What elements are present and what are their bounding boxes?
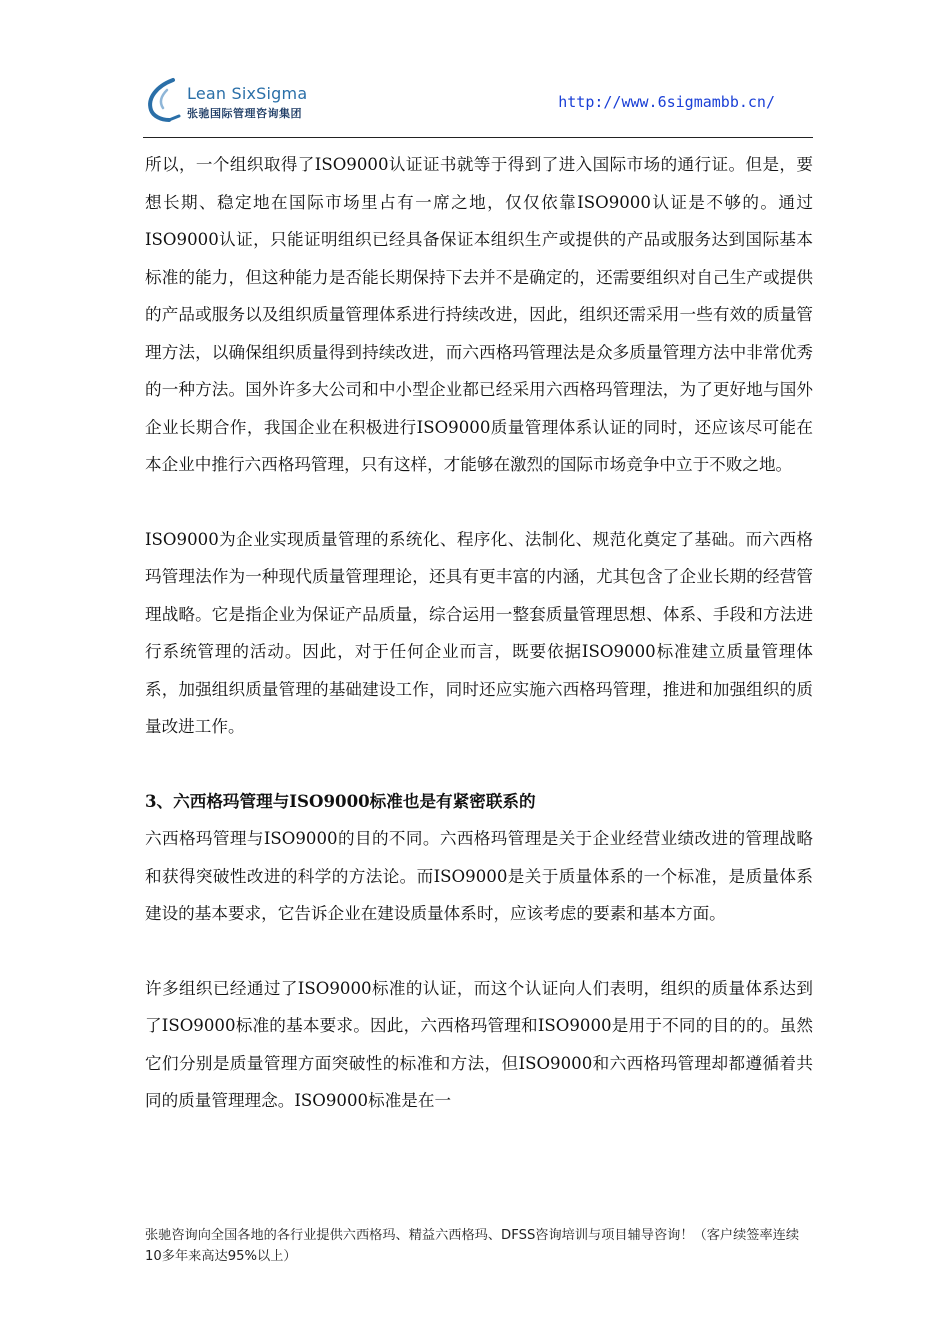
paragraph-1: 所以，一个组织取得了ISO9000认证证书就等于得到了进入国际市场的通行证。但是，要想长期、稳定地在国际市场里占有一席之地，仅仅依靠ISO9000认证是不够的。通过ISO9000认证，只能证明组织已经具备保证本组织生产或提供的产品或服务达到国际基本标准的能力，但这种能力是否能长期保持下去并不是确定的，还需要组织对自己生产或提供的产品或服务以及组织质量管理体系进行持续改进，因此，组织还需采用一些有效的质量管理方法，以确保组织质量得到持续改进，而六西格玛管理法是众多质量管理方法中非常优秀的一种方法。国外许多大公司和中小型企业都已经采用六西格玛管理法，为了更好地与国外企业长期合作，我国企业在积极进行ISO9000质量管理体系认证的同时，还应该尽可能在本企业中推行六西格玛管理，只有这样，才能够在激烈的国际市场竞争中立于不败之地。 xyxy=(145,155,813,474)
sigma-swoosh-icon xyxy=(143,76,185,128)
document-body xyxy=(145,146,813,1120)
logo-text-en: Lean SixSigma xyxy=(187,84,308,103)
paragraph-4: 许多组织已经通过了ISO9000标准的认证，而这个认证向人们表明，组织的质量体系达到了ISO9000标准的基本要求。因此，六西格玛管理和ISO9000是用于不同的目的的。虽然它们分别是质量管理方面突破性的标准和方法，但ISO9000和六西格玛管理却都遵循着共同的质量管理理念。ISO9000标准是在一 xyxy=(145,978,813,1110)
paragraph-gap xyxy=(145,933,813,970)
paragraph-3: 六西格玛管理与ISO9000的目的不同。六西格玛管理是关于企业经营业绩改进的管理战略和获得突破性改进的科学的方法论。而ISO9000是关于质量体系的一个标准，是质量体系建设的基本要求，它告诉企业在建设质量体系时，应该考虑的要素和基本方面。 xyxy=(145,829,813,923)
page-header xyxy=(143,76,813,138)
paragraph-2: ISO9000为企业实现质量管理的系统化、程序化、法制化、规范化奠定了基础。而六西格玛管理法作为一种现代质量管理理论，还具有更丰富的内涵，尤其包含了企业长期的经营管理战略。它是指企业为保证产品质量，综合运用一整套质量管理思想、体系、手段和方法进行系统管理的活动。因此，对于任何企业而言，既要依据ISO9000标准建立质量管理体系，加强组织质量管理的基础建设工作，同时还应实施六西格玛管理，推进和加强组织的质量改进工作。 xyxy=(145,529,813,736)
section-heading-3: 3、六西格玛管理与ISO9000标准也是有紧密联系的 xyxy=(145,790,536,811)
paragraph-gap xyxy=(145,484,813,521)
header-divider xyxy=(143,137,813,138)
logo-text-cn: 张驰国际管理咨询集团 xyxy=(187,107,302,120)
company-logo xyxy=(143,76,333,132)
page-footer: 张驰咨询向全国各地的各行业提供六西格玛、精益六西格玛、DFSS咨询培训与项目辅导咨询！（客户续签率连续10多年来高达95%以上） xyxy=(145,1228,800,1264)
website-url-link[interactable]: http://www.6sigmambb.cn/ xyxy=(558,93,775,111)
paragraph-gap xyxy=(145,746,813,783)
